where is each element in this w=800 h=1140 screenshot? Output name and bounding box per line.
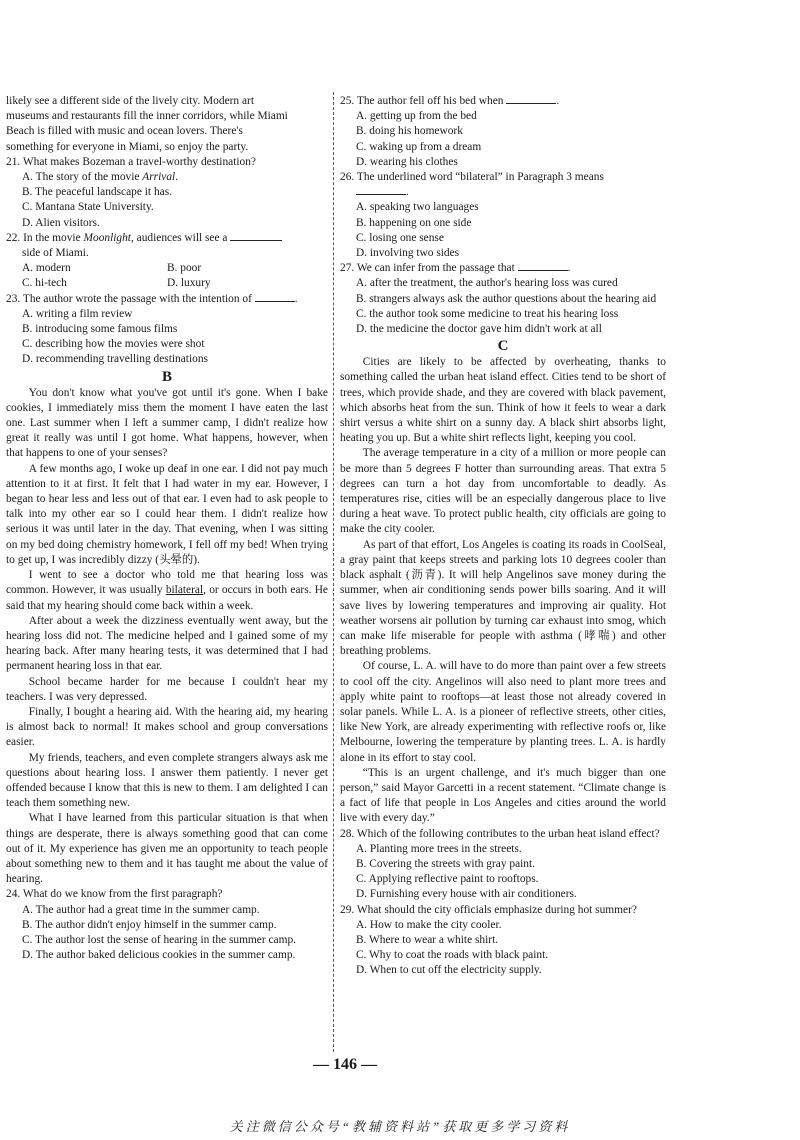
left-column	[6, 94, 328, 963]
q27-stem: 27. We can infer from the passage that .	[340, 262, 571, 275]
q27-option-a: A. after the treatment, the author's hearing loss was cured	[355, 277, 618, 290]
q25-option-b: B. doing his homework	[355, 125, 463, 138]
column-divider	[333, 92, 334, 1052]
q21-option-b: B. The peaceful landscape it has.	[21, 186, 172, 199]
q24-option-d: D. The author baked delicious cookies in the summer camp.	[21, 949, 296, 962]
q28-option-b: B. Covering the streets with gray paint.	[355, 857, 536, 870]
q23-option-a: A. writing a film review	[21, 307, 133, 320]
q28-option-d: D. Furnishing every house with air conditioners.	[355, 888, 577, 901]
q27-option-d: D. the medicine the doctor gave him didn't work at all	[355, 323, 602, 336]
q25-stem: 25. The author fell off his bed when .	[340, 95, 560, 107]
passage-c-paragraph: The average temperature in a city of a million or more people can be more than 5 degrees F hotter than surrounding areas. That extra 5 degrees can turn a hot day from uncomfortable to deadly. As temperatures rise, cities will be an especially dangerous place to live during a heat wave. To protect public health, city officials are going to make the city cooler.	[340, 447, 666, 536]
section-b-title: B	[161, 368, 172, 385]
passage-b-paragraph: After about a week the dizziness eventually went away, but the hearing loss did not. The medicine helped and I gained some of my hearing back. After many hearing tests, it was determined that I had permanent hearing loss in that ear.	[6, 614, 328, 673]
answer-blank	[518, 270, 568, 271]
q22-option-d: D. luxury	[166, 277, 211, 290]
q21-stem: 21. What makes Bozeman a travel-worthy destination?	[6, 155, 256, 168]
passage-b-paragraph: My friends, teachers, and even complete strangers always ask me questions about hearing loss. I answer them patiently. I never get offended because I know that this is new to them. I am delighted I can teach them something new.	[6, 751, 328, 810]
q21-option-d: D. Alien visitors.	[21, 216, 100, 229]
q26-option-b: B. happening on one side	[355, 216, 472, 229]
q25-option-d: D. wearing his clothes	[355, 155, 458, 168]
q23-option-c: C. describing how the movies were shot	[21, 338, 205, 351]
q29-option-a: A. How to make the city cooler.	[355, 918, 502, 931]
q22-stem: 22. In the movie Moonlight, audiences will see a side of Miami.	[6, 231, 328, 261]
q26-option-d: D. involving two sides	[355, 247, 460, 260]
passage-b-paragraph: Finally, I bought a hearing aid. With the hearing aid, my hearing is almost back to normal! It makes school and group conversations easier.	[6, 705, 328, 749]
q28-stem: 28. Which of the following contributes to the urban heat island effect?	[340, 827, 660, 840]
passage-c-paragraph: Cities are likely to be affected by overheating, thanks to something called the urban heat island effect. Cities tend to be short of trees, which provide shade, and they are covered with black pavement, which absorbs heat from the sun. Think of how it feels to wear a dark shirt versus a white shirt on a sunny day. A black shirt absorbs light, heating you up. But a white shirt reflects light, keeping you cool.	[340, 356, 666, 445]
q29-option-b: B. Where to wear a white shirt.	[355, 933, 499, 946]
q21-option-c: C. Mantana State University.	[21, 201, 154, 214]
intro-line: likely see a different side of the lively city. Modern art	[6, 95, 254, 107]
answer-blank	[356, 194, 406, 195]
q26-option-a: A. speaking two languages	[355, 201, 479, 214]
q25-option-c: C. waking up from a dream	[355, 140, 482, 153]
passage-b-paragraph: You don't know what you've got until it's gone. When I bake cookies, I immediately miss them the moment I have eaten the last one. Last summer when I left a summer camp, I didn't realize how great it really was until I got home. What happens, however, when that happens to one of your senses?	[6, 386, 328, 460]
q22-option-b: B. poor	[166, 262, 202, 275]
q22-option-c: C. hi-tech	[21, 277, 67, 290]
q24-stem: 24. What do we know from the first paragraph?	[6, 888, 223, 901]
passage-c-paragraph: “This is an urgent challenge, and it's much bigger than one person,” said Mayor Garcetti in a recent statement. “Climate change is a fact of life that people in Los Angeles and cities around the world live with every day.”	[340, 766, 666, 825]
q22-option-a: A. modern	[21, 262, 71, 275]
q22-options	[6, 261, 328, 291]
q28-option-a: A. Planting more trees in the streets.	[355, 842, 522, 855]
passage-b-paragraph: School became harder for me because I couldn't hear my teachers. I was very depressed.	[6, 675, 328, 703]
passage-c-paragraph: Of course, L. A. will have to do more than paint over a few streets to cool off the city. Angelinos will also need to plant more trees and apply white paint to rooftops—at least those not already covered in solar panels. While L. A. is a pioneer of reflective streets, other cities, like New York, are already experimenting with reflective roofs or, like Melbourne, lowering the temperature by planting trees. L. A. is hardly alone in its effort to stay cool.	[340, 660, 666, 764]
q23-option-b: B. introducing some famous films	[21, 323, 178, 336]
q27-option-c: C. the author took some medicine to treat his hearing loss	[355, 307, 619, 320]
page-number: — 146 —	[313, 1056, 377, 1073]
footer-note: 关注微信公众号“教辅资料站”获取更多学习资料	[229, 1119, 571, 1134]
passage-b-paragraph: I went to see a doctor who told me that hearing loss was common. However, it was usually bilateral, or occurs in both ears. He said that my hearing should come back within a week.	[6, 569, 328, 612]
intro-line: something for everyone in Miami, so enjoy the party.	[6, 140, 249, 153]
right-column	[340, 94, 666, 979]
answer-blank	[506, 103, 556, 104]
intro-line: museums and restaurants fill the inner corridors, while Miami	[6, 110, 288, 123]
q29-option-c: C. Why to coat the roads with black paint.	[355, 949, 549, 962]
section-c-title: C	[497, 338, 509, 355]
answer-blank	[230, 240, 282, 241]
q21-option-a: A. The story of the movie Arrival.	[21, 171, 179, 184]
intro-line: Beach is filled with music and ocean lovers. There's	[6, 125, 243, 138]
q24-option-c: C. The author lost the sense of hearing in the summer camp.	[21, 933, 297, 946]
answer-blank	[255, 301, 295, 302]
q27-option-b: B. strangers always ask the author questions about the hearing aid	[355, 292, 657, 305]
q23-option-d: D. recommending travelling destinations	[21, 353, 208, 366]
q26-stem: 26. The underlined word “bilateral” in Paragraph 3 means .	[340, 171, 604, 199]
passage-b-paragraph: A few months ago, I woke up deaf in one ear. I did not pay much attention to it at first. It felt that I had water in my ear. However, I began to hear less and less out of that ear. I even had to ask people to talk into my other ear so I could hear them. I didn't realize how serious it was until later in the day. That evening, when I was sitting on my bed doing chemistry homework, I fell off my bed! When trying to get up, I was incredibly dizzy (头晕的).	[6, 462, 328, 566]
passage-c-paragraph: As part of that effort, Los Angeles is coating its roads in CoolSeal, a gray paint that keeps streets and parking lots 10 degrees cooler than black asphalt (沥青). It will help Angelinos save money during the summer, when air conditioning sends power bills soaring. And it will save lives by lowering temperatures and improving air quality. Hot weather worsens air pollution by turning car exhaust into smog, which can make life miserable for people with asthma (哮喘) and other breathing problems.	[340, 538, 666, 658]
q26-option-c: C. losing one sense	[355, 231, 444, 244]
q24-option-a: A. The author had a great time in the summer camp.	[21, 903, 260, 916]
q29-stem: 29. What should the city officials emphasize during hot summer?	[340, 903, 637, 916]
q25-option-a: A. getting up from the bed	[355, 110, 477, 123]
underlined-word: bilateral	[165, 584, 204, 597]
q24-option-b: B. The author didn't enjoy himself in the summer camp.	[21, 918, 277, 931]
q29-option-d: D. When to cut off the electricity supply.	[355, 964, 542, 977]
passage-b-paragraph: What I have learned from this particular situation is that when things are desperate, there is always something good that can come out of it. My experience has given me an opportunity to teach people about something new to them and it has taught me about the value of hearing.	[6, 812, 328, 886]
q28-option-c: C. Applying reflective paint to rooftops.	[355, 873, 539, 886]
q23-stem: 23. The author wrote the passage with the intention of .	[6, 292, 298, 305]
